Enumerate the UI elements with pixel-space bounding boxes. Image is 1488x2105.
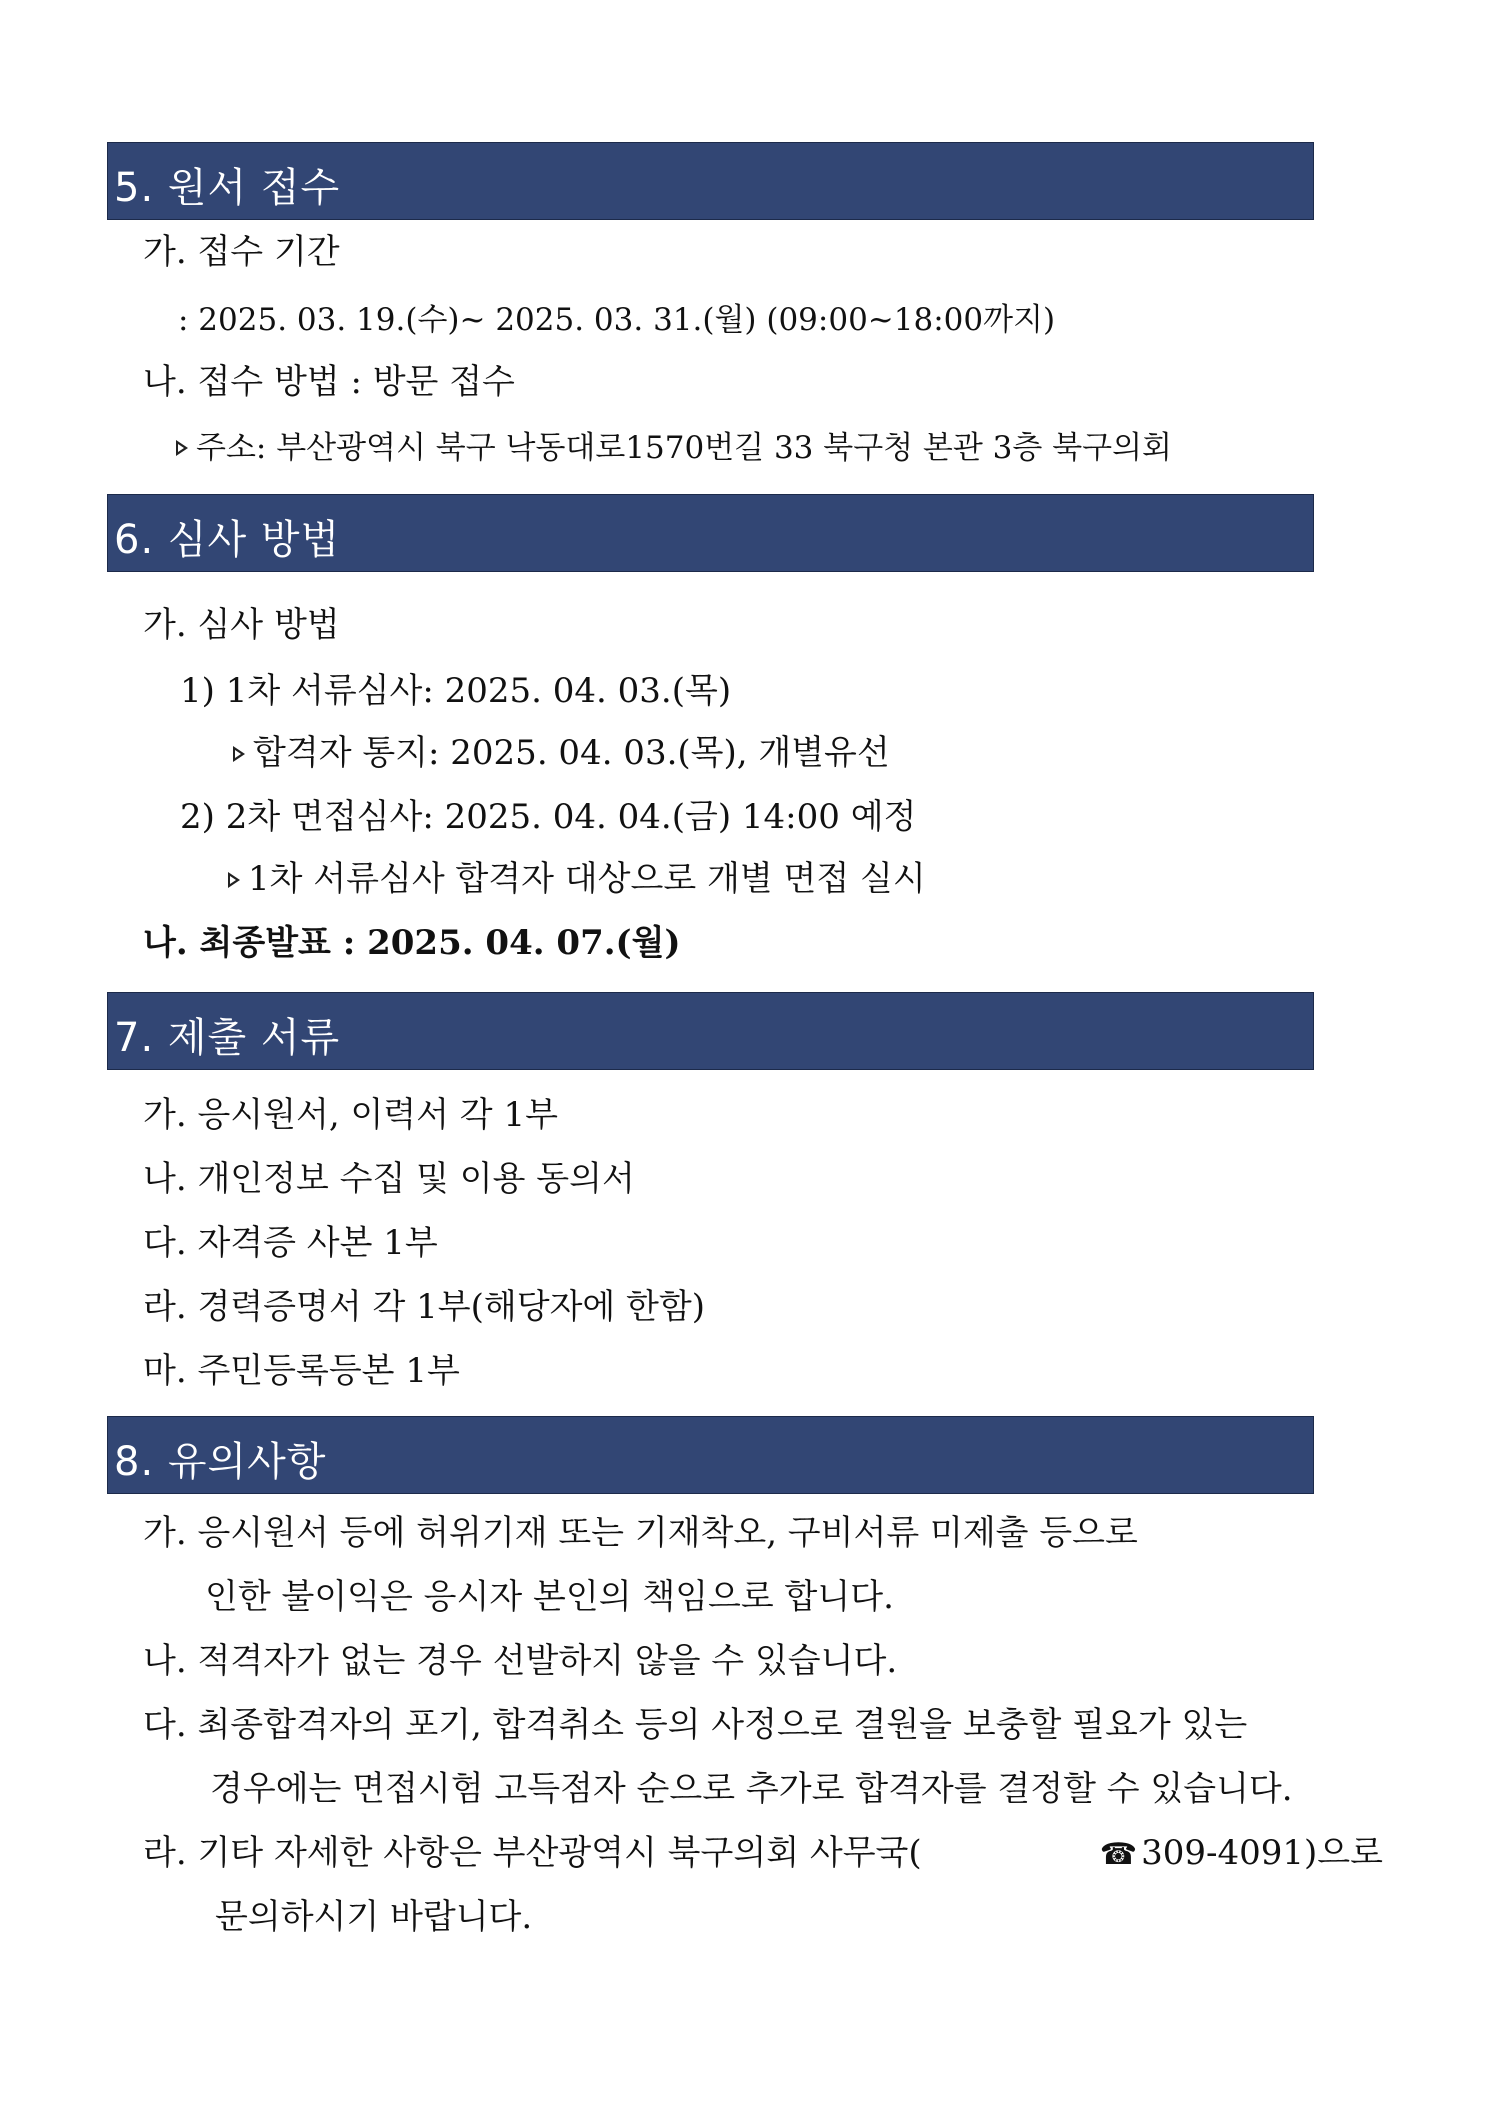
note-a-line1: 가. 응시원서 등에 허위기재 또는 기재착오, 구비서류 미제출 등으로: [143, 1513, 1138, 1553]
note-c-line2: 경우에는 면접시험 고득점자 순으로 추가로 합격자를 결정할 수 있습니다.: [210, 1769, 1293, 1809]
note-b: 나. 적격자가 없는 경우 선발하지 않을 수 있습니다.: [143, 1641, 898, 1681]
step2-line: 2) 2차 면접심사: 2025. 04. 04.(금) 14:00 예정: [180, 797, 917, 837]
note-c-line1: 다. 최종합격자의 포기, 합격취소 등의 사정으로 결원을 보충할 필요가 있는: [143, 1705, 1248, 1745]
document-item: 마. 주민등록등본 1부: [143, 1351, 460, 1391]
triangle-bullet-icon: [233, 746, 245, 762]
final-announcement: 나. 최종발표 : 2025. 04. 07.(월): [143, 923, 681, 963]
document-item: 라. 경력증명서 각 1부(해당자에 한함): [143, 1287, 706, 1327]
method-line: 나. 접수 방법 : 방문 접수: [143, 362, 515, 402]
step2-note-text: 1차 서류심사 합격자 대상으로 개별 면접 실시: [248, 859, 926, 899]
note-d-line1: [143, 1831, 1383, 1877]
address-line: [176, 426, 1172, 470]
period-value: : 2025. 03. 19.(수)~ 2025. 03. 31.(월) (09:00~18:00까지): [178, 302, 1056, 338]
triangle-bullet-icon: [176, 440, 188, 456]
note-d-phone-number: 309-4091)으로: [1141, 1833, 1383, 1873]
triangle-bullet-icon: [228, 872, 240, 888]
step1-note: [233, 731, 890, 775]
phone-icon: ☎: [1099, 1837, 1138, 1872]
section-6-title: 6. 심사 방법: [114, 517, 341, 563]
address-text: 주소: 부산광역시 북구 낙동대로1570번길 33 북구청 본관 3층 북구의회: [196, 430, 1172, 466]
step1-line: 1) 1차 서류심사: 2025. 04. 03.(목): [180, 671, 732, 711]
document-item: 가. 응시원서, 이력서 각 1부: [143, 1095, 558, 1135]
section-7-title: 7. 제출 서류: [114, 1015, 341, 1061]
note-d-text: 라. 기타 자세한 사항은 부산광역시 북구의회 사무국(: [143, 1833, 922, 1873]
section-7-header: [107, 992, 1314, 1070]
step2-note: [228, 857, 926, 901]
note-d-line2: 문의하시기 바랍니다.: [215, 1897, 533, 1937]
document-item: 나. 개인정보 수집 및 이용 동의서: [143, 1159, 635, 1199]
section-5-header: [107, 142, 1314, 220]
section-8-header: [107, 1416, 1314, 1494]
document-item: 다. 자격증 사본 1부: [143, 1223, 438, 1263]
note-d-phone: [1096, 1831, 1383, 1877]
section-5-title: 5. 원서 접수: [114, 165, 341, 211]
note-a-line2: 인한 불이익은 응시자 본인의 책임으로 합니다.: [205, 1577, 894, 1617]
review-method-label: 가. 심사 방법: [143, 605, 340, 645]
step1-note-text: 합격자 통지: 2025. 04. 03.(목), 개별유선: [253, 733, 890, 773]
section-8-title: 8. 유의사항: [114, 1439, 327, 1485]
period-label: 가. 접수 기간: [143, 232, 340, 272]
section-6-header: [107, 494, 1314, 572]
